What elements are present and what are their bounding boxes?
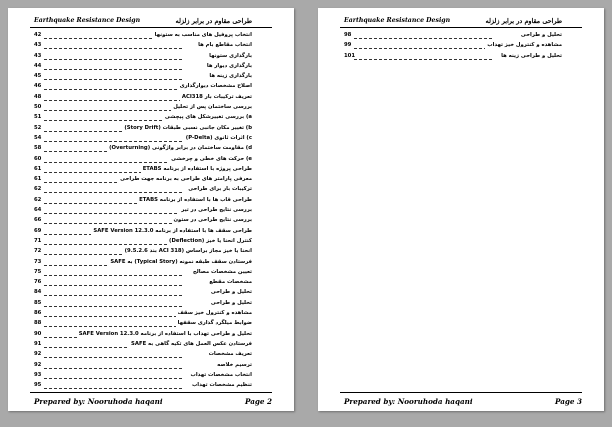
footer-author: Prepared by: Nooruhoda haqani — [344, 397, 473, 406]
toc-row — [34, 164, 252, 174]
toc-entry-title: ترکیبات بار برای طراحی — [186, 184, 252, 194]
toc-entry-title: d) مقاومت ساختمان در برابر واژگونی (Overturning) — [107, 143, 252, 153]
toc-entry-title: طراحی پروژه با استفاده از برنامه ETABS — [141, 164, 252, 174]
toc-leader-dots — [44, 349, 182, 358]
footer-rule — [340, 392, 582, 393]
toc-entry-title: انتخاب پروفیل های مناسب به ستونها — [153, 30, 252, 40]
toc-page-number: 51 — [34, 114, 42, 121]
toc-page-number: 90 — [34, 330, 42, 337]
toc-leader-dots — [44, 318, 182, 327]
toc-entry-title: تحلیل و طراحی — [519, 30, 562, 40]
toc-page-number: 66 — [34, 217, 42, 224]
header-rule — [340, 27, 582, 28]
toc-leader-dots — [44, 236, 182, 245]
header-rule — [30, 27, 272, 28]
toc-entry-title: فرستادن سقف طبقه نمونه (Typical Story) به SAFE — [108, 257, 252, 267]
toc-leader-dots — [44, 277, 182, 286]
toc-leader-dots — [44, 308, 182, 317]
toc-row — [34, 154, 252, 164]
toc-entry-title: ترسیم خلاصه — [215, 360, 252, 370]
toc-leader-dots — [44, 287, 182, 296]
toc-leader-dots — [44, 298, 182, 307]
toc-leader-dots — [44, 267, 182, 276]
toc-page-number: 86 — [34, 310, 42, 317]
toc-row — [34, 92, 252, 102]
document-page-3 — [318, 8, 604, 411]
toc-row — [34, 349, 252, 359]
toc-entry-title: طراحی سقف ها با استفاده از برنامه SAFE Version 12.3.0 — [91, 226, 252, 236]
toc-row — [34, 71, 252, 81]
toc-entry-title: ضوابط میلگرد گذاری سقفها — [176, 318, 252, 328]
toc-row — [34, 61, 252, 71]
toc-row — [34, 318, 252, 328]
toc-leader-dots — [44, 154, 182, 163]
toc-entry-title: انتخاب مشخصات تهداب — [189, 370, 253, 380]
header-title-en: Earthquake Resistance Design — [34, 17, 141, 24]
toc-page-number: 93 — [34, 371, 42, 378]
toc-entry-title: تحلیل و طراحی — [209, 287, 252, 297]
toc-page-number: 95 — [34, 382, 42, 389]
header-title-en: Earthquake Resistance Design — [344, 17, 451, 24]
toc-leader-dots — [44, 51, 182, 60]
toc-page-number: 69 — [34, 227, 42, 234]
header-title-fa: طراحی مقاوم در برابر زلزله — [485, 17, 562, 25]
toc-row — [34, 215, 252, 225]
toc-leader-dots — [44, 184, 182, 193]
toc-leader-dots — [44, 205, 182, 214]
header-title-fa: طراحی مقاوم در برابر زلزله — [175, 17, 252, 25]
toc-page-number: 54 — [34, 134, 42, 141]
toc-entry-title: تنظیم مشخصات تهداب — [190, 380, 252, 390]
toc-row — [34, 174, 252, 184]
toc-entry-title: تحلیل و طراحی زینه ها — [499, 51, 562, 61]
toc-leader-dots — [44, 360, 182, 369]
toc-page-number: 101 — [344, 52, 356, 59]
toc-page-number: 43 — [34, 52, 42, 59]
footer-author: Prepared by: Nooruhoda haqani — [34, 397, 163, 406]
toc-row — [34, 339, 252, 349]
toc-page-number: 58 — [34, 145, 42, 152]
toc-page-number: 64 — [34, 207, 42, 214]
toc-row — [34, 380, 252, 390]
toc-page-number: 45 — [34, 73, 42, 80]
toc-entry-title: بارگذاری زینه ها — [207, 71, 252, 81]
toc-page-number: 73 — [34, 258, 42, 265]
toc-row — [34, 257, 252, 267]
toc-row — [34, 30, 252, 40]
toc-row — [34, 329, 252, 339]
toc-row — [34, 81, 252, 91]
toc-row — [34, 246, 252, 256]
toc-page-number: 44 — [34, 62, 42, 69]
toc-leader-dots — [44, 40, 182, 49]
toc-entry-title: طراحی قاب ها با استفاده از برنامه ETABS — [137, 195, 252, 205]
document-page-2 — [8, 8, 294, 411]
toc-row — [34, 308, 252, 318]
toc-page-number: 88 — [34, 320, 42, 327]
toc-row — [34, 360, 252, 370]
toc-row — [34, 112, 252, 122]
footer-page-number: Page 3 — [555, 397, 582, 406]
toc-page-number: 99 — [344, 42, 352, 49]
toc-leader-dots — [44, 61, 182, 70]
toc-entry-title: فرستادن عکس العمل های تکیه گاهی به SAFE — [129, 339, 252, 349]
footer-page-number: Page 2 — [245, 397, 272, 406]
toc-entry-title: کنترل انحنا یا خیز (Deflection) — [167, 236, 252, 246]
toc-entry-title: مشاهده و کنترول خیز سقف — [176, 308, 252, 318]
toc-page-number: 61 — [34, 165, 42, 172]
toc-row — [34, 184, 252, 194]
toc-page-number: 50 — [34, 104, 42, 111]
toc-row — [34, 102, 252, 112]
toc-entry-title: e) حرکت های خطی و چرخشی — [169, 154, 252, 164]
toc-row — [34, 51, 252, 61]
toc-page-number: 75 — [34, 268, 42, 275]
toc-leader-dots — [44, 102, 182, 111]
toc-page-number: 71 — [34, 237, 42, 244]
toc-leader-dots — [44, 92, 182, 101]
toc-row — [34, 370, 252, 380]
toc-leader-dots — [44, 215, 182, 224]
toc-row — [344, 40, 562, 50]
toc-leader-dots — [44, 133, 182, 142]
toc-page-number: 43 — [34, 42, 42, 49]
toc-row — [34, 298, 252, 308]
toc-row — [34, 205, 252, 215]
toc-row — [34, 226, 252, 236]
toc-leader-dots — [44, 71, 182, 80]
toc-row — [344, 30, 562, 40]
table-of-contents — [34, 30, 252, 390]
toc-page-number: 62 — [34, 196, 42, 203]
toc-entry-title: مشخصات مقطع — [207, 277, 252, 287]
toc-row — [344, 51, 562, 61]
toc-page-number: 84 — [34, 289, 42, 296]
toc-entry-title: انتخاب مقاطع بام ها — [196, 40, 252, 50]
toc-entry-title: بررسی نتایج طراحی در ستون — [172, 215, 252, 225]
toc-row — [34, 277, 252, 287]
toc-leader-dots — [354, 51, 492, 60]
toc-page-number: 46 — [34, 83, 42, 90]
toc-entry-title: تحلیل و طراحی — [209, 298, 252, 308]
footer-rule — [30, 392, 272, 393]
toc-page-number: 60 — [34, 155, 42, 162]
toc-page-number: 72 — [34, 248, 42, 255]
toc-page-number: 91 — [34, 340, 42, 347]
toc-entry-title: a) بررسی تغییرشکل های پیچشی — [163, 112, 252, 122]
toc-entry-title: تعریف مشخصات — [207, 349, 252, 359]
toc-row — [34, 236, 252, 246]
toc-entry-title: بارگذاری دیوار ها — [205, 61, 252, 71]
toc-entry-title: بررسی نتایج طراحی در تیر — [179, 205, 252, 215]
toc-row — [34, 123, 252, 133]
toc-row — [34, 40, 252, 50]
toc-page-number: 85 — [34, 299, 42, 306]
toc-entry-title: اصلاح مشخصات دیوارگذاری — [178, 81, 252, 91]
toc-entry-title: تعیین مشخصات مصالح — [191, 267, 252, 277]
toc-row — [34, 195, 252, 205]
toc-entry-title: تحلیل و طراحی تهداب با استفاده از برنامه SAFE Version 12.3.0 — [77, 329, 252, 339]
toc-page-number: 52 — [34, 124, 42, 131]
toc-page-number: 62 — [34, 186, 42, 193]
toc-entry-title: بارگذاری ستونها — [207, 51, 252, 61]
toc-page-number: 48 — [34, 93, 42, 100]
toc-leader-dots — [354, 40, 492, 49]
toc-entry-title: معرفی پارامتر های طراحی به برنامه جهت طراحی — [118, 174, 252, 184]
toc-leader-dots — [354, 30, 492, 39]
toc-row — [34, 143, 252, 153]
toc-row — [34, 267, 252, 277]
toc-row — [34, 287, 252, 297]
toc-leader-dots — [44, 81, 182, 90]
toc-page-number: 42 — [34, 32, 42, 38]
toc-page-number: 61 — [34, 176, 42, 183]
toc-leader-dots — [44, 380, 182, 389]
toc-page-number: 76 — [34, 279, 42, 286]
toc-leader-dots — [44, 370, 182, 379]
toc-page-number: 92 — [34, 351, 42, 358]
toc-entry-title: انحنا یا خیز مجاز براساس (ACI 318 بند 9.5.2.6) — [123, 246, 252, 256]
toc-entry-title: c) اثرات ثانوی (P-Delta) — [184, 133, 252, 143]
toc-page-number: 92 — [34, 361, 42, 368]
toc-leader-dots — [44, 112, 182, 121]
toc-row — [34, 133, 252, 143]
toc-page-number: 98 — [344, 32, 352, 38]
toc-entry-title: بررسی ساختمان پس از تحلیل — [171, 102, 252, 112]
toc-entry-title: مشاهده و کنترول خیز تهداب — [485, 40, 562, 50]
toc-entry-title: تعریف ترکیبات بار ACI318 — [180, 92, 252, 102]
table-of-contents — [344, 30, 562, 61]
toc-entry-title: b) تغییر مکان جانبی نسبی طبقات (Story Drift) — [122, 123, 252, 133]
